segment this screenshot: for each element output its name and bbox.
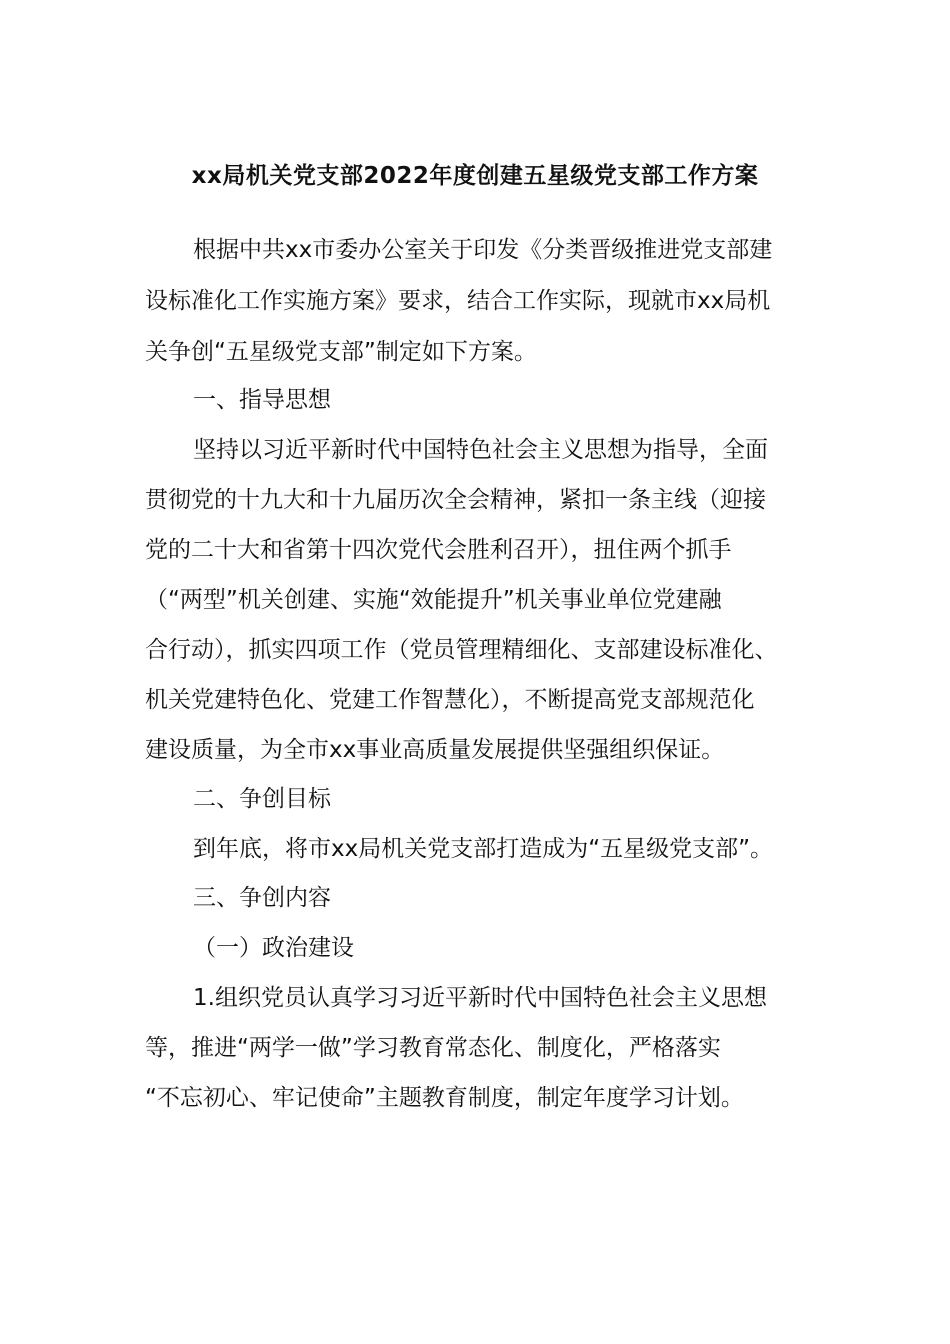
- paragraph-guiding-line-4: （“两型”机关创建、实施“效能提升”机关事业单位党建融: [145, 587, 722, 613]
- paragraph-item-1-line-3: “不忘初心、牢记使命”主题教育制度，制定年度学习计划。: [145, 1085, 744, 1111]
- paragraph-guiding-line-5: 合行动），抓实四项工作（党员管理精细化、支部建设标准化、: [145, 637, 778, 663]
- section-heading-content: 三、争创内容: [193, 885, 331, 911]
- paragraph-guiding-line-2: 贯彻党的十九大和十九届历次全会精神，紧扣一条主线（迎接: [145, 487, 766, 513]
- paragraph-intro-line-3: 关争创“五星级党支部”制定如下方案。: [145, 339, 537, 365]
- paragraph-item-1-line-1: 1.组织党员认真学习习近平新时代中国特色社会主义思想: [193, 985, 767, 1011]
- document-title: xx局机关党支部2022年度创建五星级党支部工作方案: [191, 163, 759, 189]
- paragraph-item-1-line-2: 等，推进“两学一做”学习教育常态化、制度化，严格落实: [145, 1035, 721, 1061]
- paragraph-guiding-line-6: 机关党建特色化、党建工作智慧化），不断提高党支部规范化: [145, 687, 755, 713]
- paragraph-intro-line-1: 根据中共xx市委办公室关于印发《分类晋级推进党支部建: [193, 237, 773, 263]
- paragraph-guiding-line-3: 党的二十大和省第十四次党代会胜利召开），扭住两个抓手: [145, 537, 732, 563]
- paragraph-guiding-line-7: 建设质量，为全市xx事业高质量发展提供坚强组织保证。: [145, 737, 725, 763]
- paragraph-guiding-line-1: 坚持以习近平新时代中国特色社会主义思想为指导，全面: [193, 437, 768, 463]
- section-heading-guiding-thought: 一、指导思想: [193, 387, 331, 413]
- subsection-heading-political: （一）政治建设: [193, 935, 354, 961]
- paragraph-goal-line-1: 到年底，将市xx局机关党支部打造成为“五星级党支部”。: [193, 836, 774, 862]
- section-heading-goal: 二、争创目标: [193, 786, 331, 812]
- paragraph-intro-line-2: 设标准化工作实施方案》要求，结合工作实际，现就市xx局机: [145, 288, 771, 314]
